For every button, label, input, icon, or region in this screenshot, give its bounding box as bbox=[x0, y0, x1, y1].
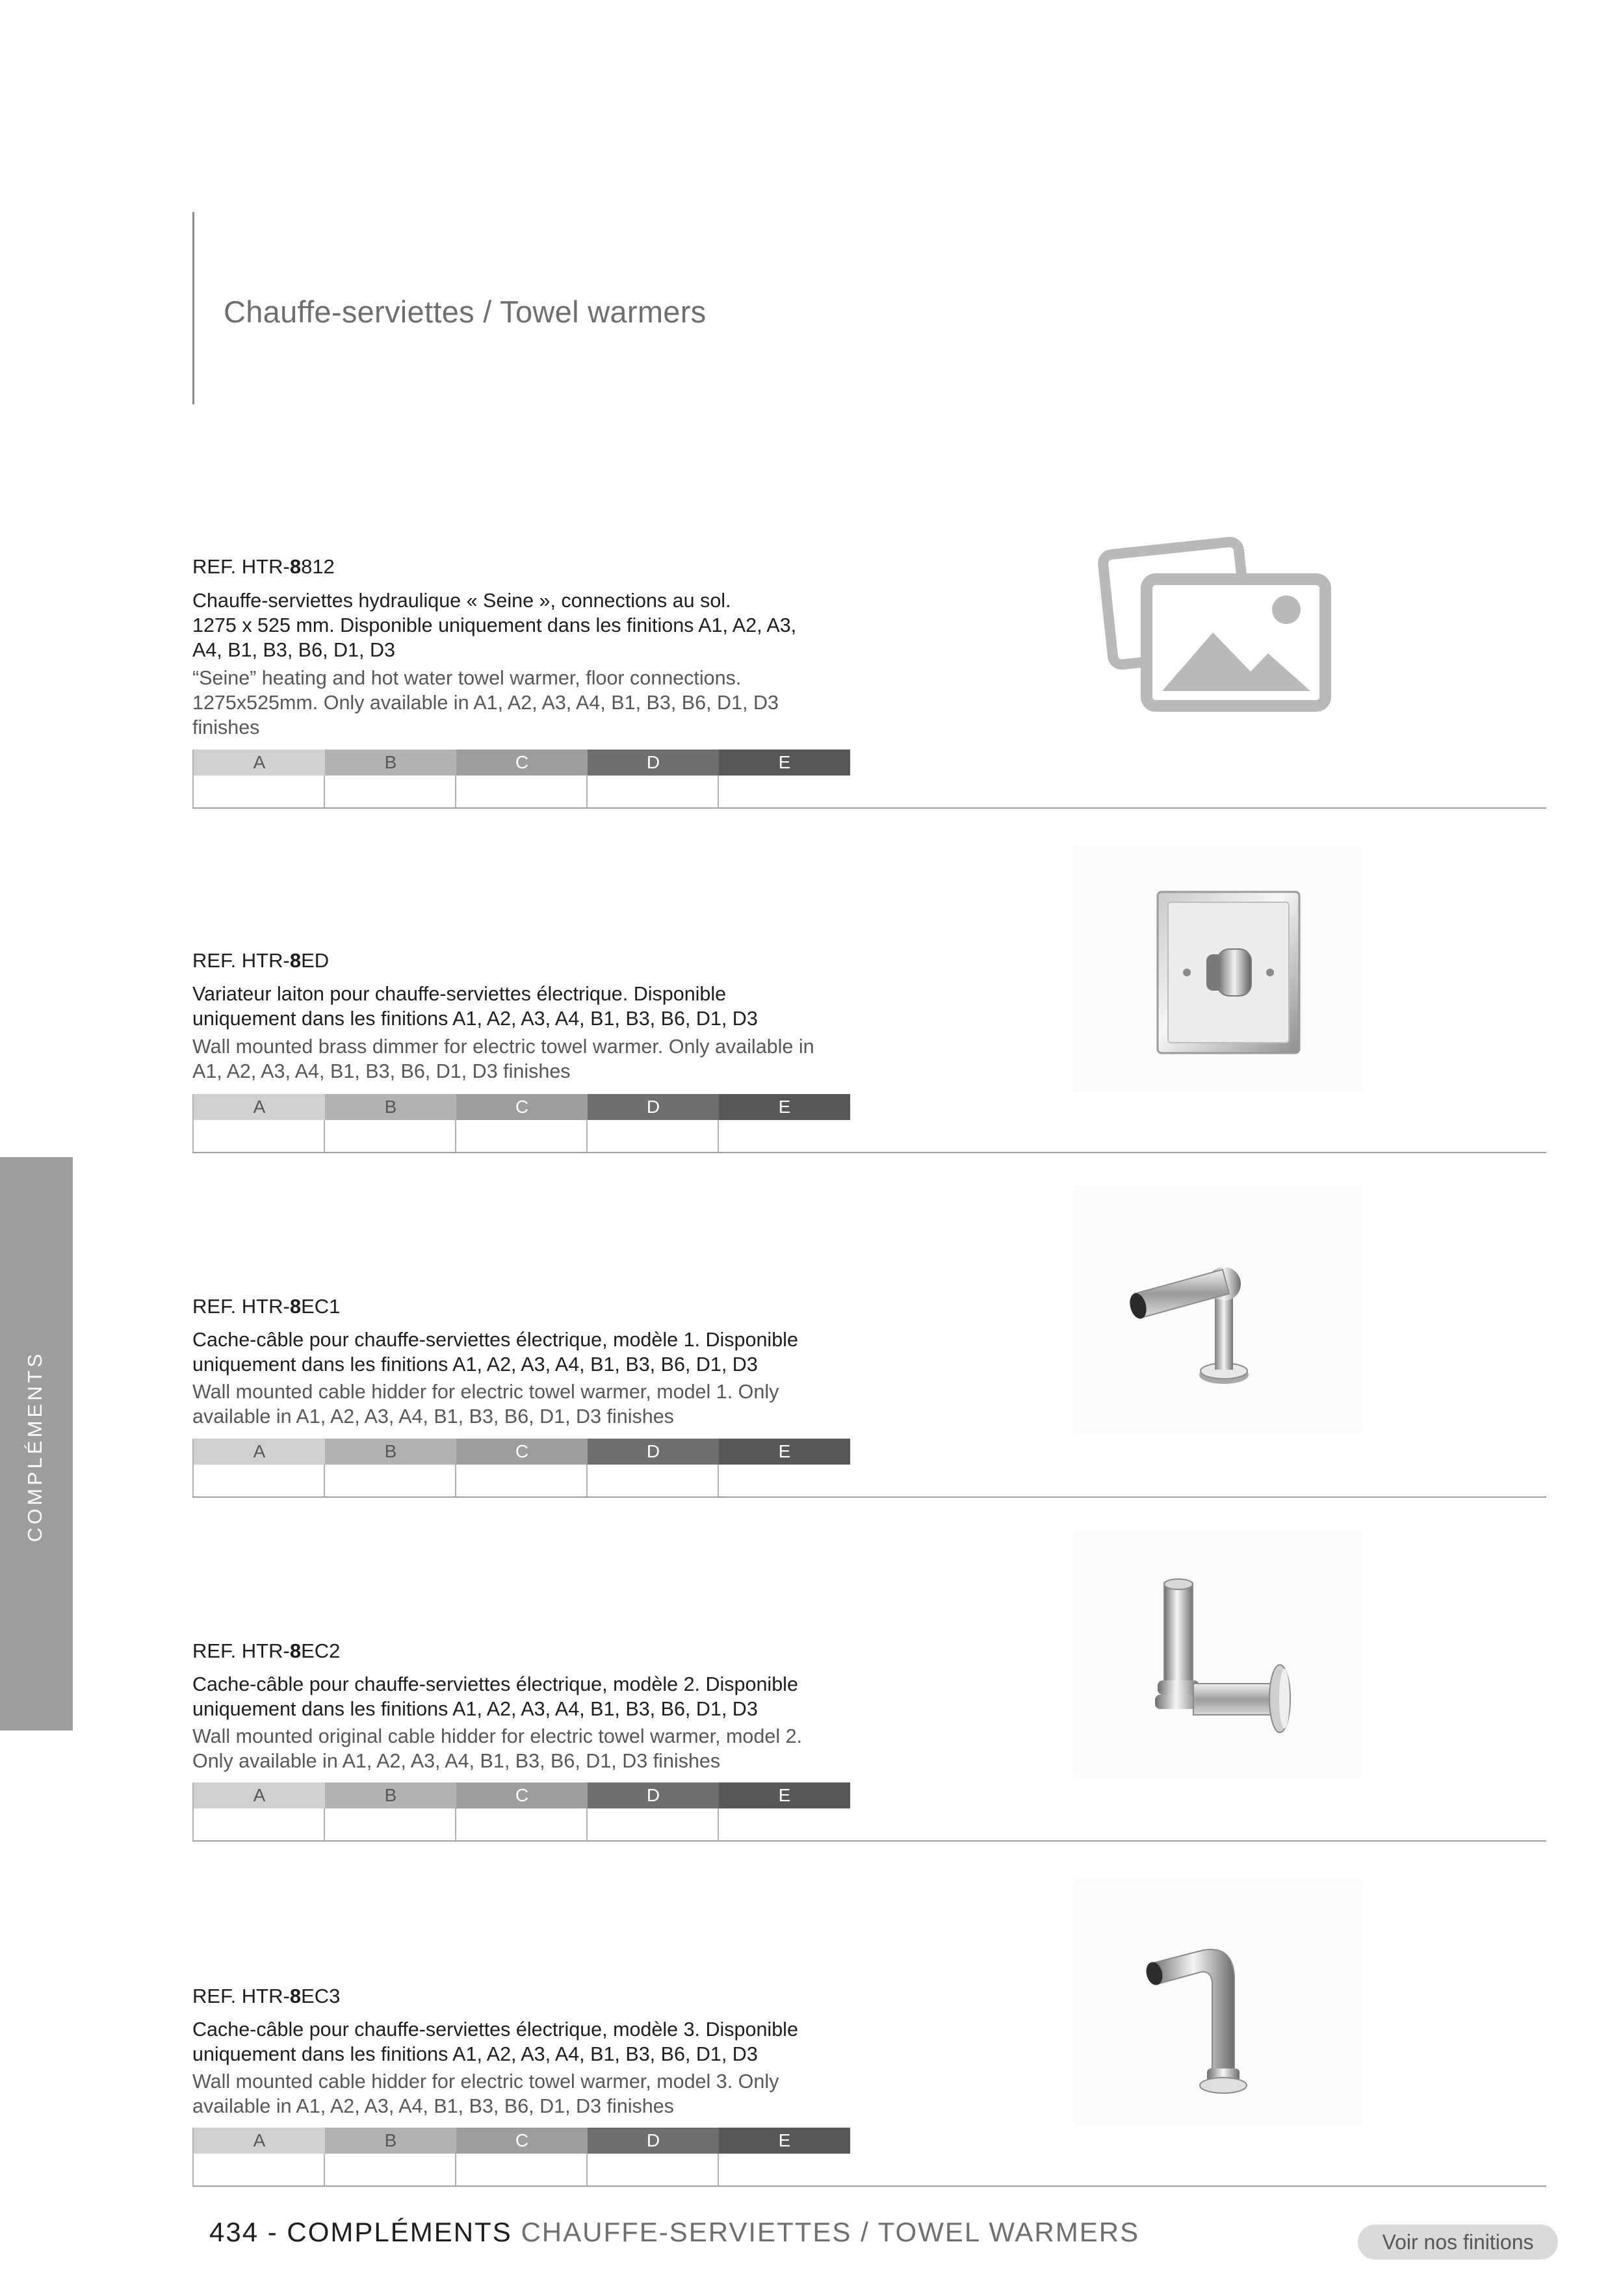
finish-header-a: A bbox=[194, 1439, 325, 1465]
finish-header-a: A bbox=[194, 1094, 325, 1120]
finish-cell bbox=[194, 776, 325, 807]
finish-cell bbox=[325, 1808, 456, 1840]
product-description-en: Wall mounted cable hidder for electric towel warmer, model 1. Only available in A1, A2, A3, A4, B1, B3, B6, D1, D3 finishes bbox=[192, 1381, 779, 1428]
side-tab-label: COMPLÉMENTS bbox=[23, 1350, 46, 1543]
finish-header-e: E bbox=[719, 1094, 850, 1120]
finish-header-c: C bbox=[456, 1782, 588, 1808]
finish-cell bbox=[588, 1120, 719, 1152]
product-divider bbox=[192, 1152, 1546, 1153]
finish-cell bbox=[325, 1120, 456, 1152]
finish-header-e: E bbox=[719, 1439, 850, 1465]
product-description-fr: Cache-câble pour chauffe-serviettes électrique, modèle 1. Disponible uniquement dans les finitions A1, A2, A3, A4, B1, B3, B6, D1, D3 bbox=[192, 1329, 798, 1376]
finish-header-e: E bbox=[719, 2128, 850, 2154]
finish-header-a: A bbox=[194, 750, 325, 776]
finish-cell bbox=[719, 1808, 850, 1840]
finish-cell bbox=[325, 2154, 456, 2185]
finish-header-c: C bbox=[456, 750, 588, 776]
finish-cell bbox=[456, 776, 588, 807]
product-divider bbox=[192, 807, 1546, 809]
page-title: Chauffe-serviettes / Towel warmers bbox=[224, 294, 707, 329]
product-ref: REF. HTR-8812 bbox=[192, 555, 335, 578]
finish-cell bbox=[194, 1808, 325, 1840]
finish-cell bbox=[588, 1465, 719, 1496]
cable-hider-2-photo bbox=[1073, 1531, 1362, 1778]
finish-cell bbox=[588, 2154, 719, 2185]
finish-grid bbox=[192, 2128, 850, 2185]
finish-header-d: D bbox=[588, 1782, 719, 1808]
product-description-fr: Cache-câble pour chauffe-serviettes électrique, modèle 2. Disponible uniquement dans les finitions A1, A2, A3, A4, B1, B3, B6, D1, D3 bbox=[192, 1673, 798, 1720]
page-number: 434 - bbox=[209, 2217, 287, 2247]
product-divider bbox=[192, 1840, 1546, 1842]
finish-header-d: D bbox=[588, 1094, 719, 1120]
product-divider bbox=[192, 1496, 1546, 1498]
footer-section: COMPLÉMENTS bbox=[287, 2217, 512, 2247]
finish-header-e: E bbox=[719, 750, 850, 776]
finish-grid bbox=[192, 750, 850, 807]
finish-cell bbox=[456, 1120, 588, 1152]
product-ref: REF. HTR-8EC2 bbox=[192, 1639, 341, 1662]
footer-subsection: CHAUFFE-SERVIETTES / TOWEL WARMERS bbox=[512, 2217, 1140, 2247]
finish-cell bbox=[194, 1465, 325, 1496]
finish-header-b: B bbox=[325, 750, 456, 776]
finish-header-a: A bbox=[194, 2128, 325, 2154]
finish-cell bbox=[719, 1120, 850, 1152]
finish-header-a: A bbox=[194, 1782, 325, 1808]
finish-cell bbox=[325, 1465, 456, 1496]
product-description-fr: Variateur laiton pour chauffe-serviettes électrique. Disponible uniquement dans les finitions A1, A2, A3, A4, B1, B3, B6, D1, D3 bbox=[192, 983, 758, 1030]
title-rule bbox=[192, 212, 194, 404]
finish-cell bbox=[719, 1465, 850, 1496]
finish-header-b: B bbox=[325, 1439, 456, 1465]
finish-header-c: C bbox=[456, 2128, 588, 2154]
finish-header-b: B bbox=[325, 1782, 456, 1808]
voir-finitions-button[interactable]: Voir nos finitions bbox=[1358, 2224, 1558, 2260]
product-description-fr: Cache-câble pour chauffe-serviettes électrique, modèle 3. Disponible uniquement dans les finitions A1, A2, A3, A4, B1, B3, B6, D1, D3 bbox=[192, 2018, 798, 2065]
finish-header-d: D bbox=[588, 1439, 719, 1465]
product-description-fr: Chauffe-serviettes hydraulique « Seine », connections au sol. 1275 x 525 mm. Disponible uniquement dans les finitions A1, A2, A3, A4, B1, B3, B6, D1, D3 bbox=[192, 590, 797, 661]
finish-header-b: B bbox=[325, 2128, 456, 2154]
footer-title bbox=[209, 2217, 1139, 2248]
finish-grid bbox=[192, 1094, 850, 1152]
dimmer-photo bbox=[1073, 845, 1362, 1092]
finish-grid bbox=[192, 1439, 850, 1496]
finish-cell bbox=[194, 2154, 325, 2185]
finish-header-d: D bbox=[588, 750, 719, 776]
finish-cell bbox=[456, 1808, 588, 1840]
product-description-en: Wall mounted cable hidder for electric towel warmer, model 3. Only available in A1, A2, A3, A4, B1, B3, B6, D1, D3 finishes bbox=[192, 2070, 779, 2117]
product-description-en: Wall mounted original cable hidder for electric towel warmer, model 2. Only available in A1, A2, A3, A4, B1, B3, B6, D1, D3 finishes bbox=[192, 1725, 803, 1772]
finish-grid bbox=[192, 1782, 850, 1840]
finish-cell bbox=[719, 776, 850, 807]
finish-header-c: C bbox=[456, 1439, 588, 1465]
finish-header-c: C bbox=[456, 1094, 588, 1120]
finish-cell bbox=[588, 776, 719, 807]
product-ref: REF. HTR-8EC1 bbox=[192, 1295, 341, 1318]
cable-hider-1-photo bbox=[1073, 1186, 1362, 1433]
finish-header-e: E bbox=[719, 1782, 850, 1808]
product-description-en: Wall mounted brass dimmer for electric towel warmer. Only available in A1, A2, A3, A4, B1, B3, B6, D1, D3 finishes bbox=[192, 1036, 814, 1082]
finish-cell bbox=[588, 1808, 719, 1840]
finish-cell bbox=[456, 1465, 588, 1496]
finish-cell bbox=[325, 776, 456, 807]
product-description-en: “Seine” heating and hot water towel warmer, floor connections. 1275x525mm. Only available in A1, A2, A3, A4, B1, B3, B6, D1, D3 finishes bbox=[192, 667, 779, 738]
cable-hider-3-photo bbox=[1073, 1879, 1362, 2126]
product-divider bbox=[192, 2185, 1546, 2187]
finish-cell bbox=[719, 2154, 850, 2185]
finish-cell bbox=[194, 1120, 325, 1152]
finish-header-d: D bbox=[588, 2128, 719, 2154]
product-ref: REF. HTR-8ED bbox=[192, 949, 330, 972]
product-ref: REF. HTR-8EC3 bbox=[192, 1985, 341, 2007]
image-placeholder-icon bbox=[1089, 517, 1346, 728]
finish-header-b: B bbox=[325, 1094, 456, 1120]
finish-cell bbox=[456, 2154, 588, 2185]
